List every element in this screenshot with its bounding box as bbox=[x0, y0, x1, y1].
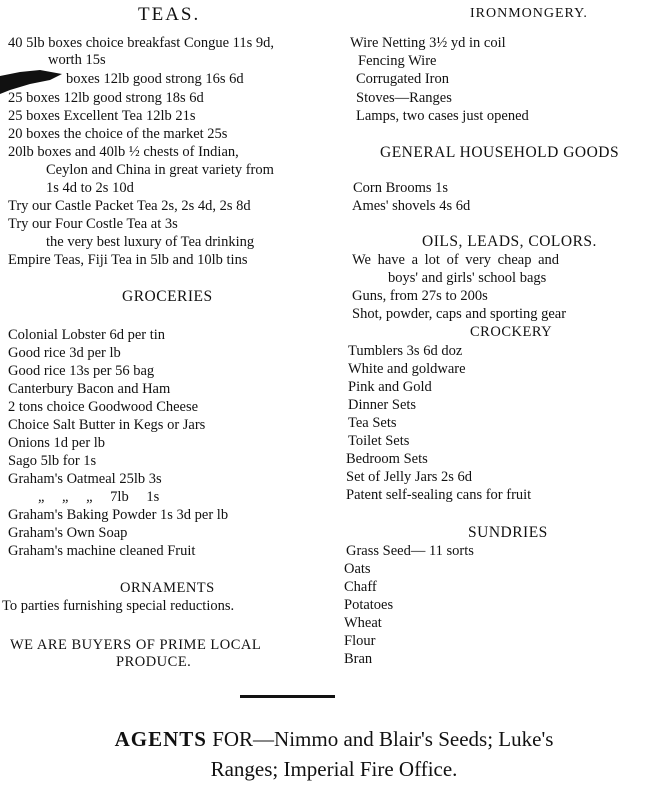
grocery-item: Sago 5lb for 1s bbox=[8, 453, 97, 469]
tea-item: Ceylon and China in great variety from bbox=[46, 162, 274, 178]
tea-item: 1s 4d to 2s 10d bbox=[46, 180, 134, 196]
crockery-item: White and goldware bbox=[348, 361, 466, 377]
grocery-item: Good rice 3d per lb bbox=[8, 345, 121, 361]
agents-text: FOR—Nimmo and Blair's Seeds; Luke's bbox=[206, 727, 554, 751]
right-column bbox=[344, 34, 668, 674]
crockery-item: Toilet Sets bbox=[348, 433, 410, 449]
ironmongery-item: Wire Netting 3½ yd in coil bbox=[350, 35, 506, 51]
crockery-item: Tea Sets bbox=[348, 415, 397, 431]
tea-item: 40 5lb boxes choice breakfast Congue 11s 9d, bbox=[8, 35, 275, 51]
sundries-item: Wheat bbox=[344, 615, 382, 631]
sundries-item: Flour bbox=[344, 633, 376, 649]
grocery-item: Choice Salt Butter in Kegs or Jars bbox=[8, 417, 206, 433]
ornaments-heading: ORNAMENTS bbox=[120, 580, 215, 596]
grocery-item: Onions 1d per lb bbox=[8, 435, 106, 451]
tea-item: 20 boxes the choice of the market 25s bbox=[8, 126, 228, 142]
crockery-item: Tumblers 3s 6d doz bbox=[348, 343, 463, 359]
oils-heading: OILS, LEADS, COLORS. bbox=[422, 233, 597, 250]
sundries-item: Grass Seed— 11 sorts bbox=[346, 543, 474, 559]
sundries-item: Oats bbox=[344, 561, 371, 577]
grocery-item: Graham's Own Soap bbox=[8, 525, 128, 541]
buyers-line-2: PRODUCE. bbox=[116, 654, 192, 670]
grocery-item: Graham's Baking Powder 1s 3d per lb bbox=[8, 507, 229, 523]
tea-item: boxes 12lb good strong 16s 6d bbox=[66, 71, 244, 87]
crockery-item: Dinner Sets bbox=[348, 397, 417, 413]
crockery-item: Set of Jelly Jars 2s 6d bbox=[346, 469, 473, 485]
crockery-item: Pink and Gold bbox=[348, 379, 432, 395]
ironmongery-item: Fencing Wire bbox=[358, 53, 437, 69]
tea-item: worth 15s bbox=[48, 52, 106, 68]
buyers-line-1: WE ARE BUYERS OF PRIME LOCAL bbox=[10, 637, 262, 653]
grocery-item: 2 tons choice Goodwood Cheese bbox=[8, 399, 199, 415]
groceries-heading: GROCERIES bbox=[122, 288, 213, 305]
grocery-item: Graham's Oatmeal 25lb 3s bbox=[8, 471, 162, 487]
tea-item: Empire Teas, Fiji Tea in 5lb and 10lb tins bbox=[8, 252, 248, 268]
ornaments-text: To parties furnishing special reductions. bbox=[2, 598, 235, 614]
ironmongery-item: Corrugated Iron bbox=[356, 71, 450, 87]
tea-item: Try our Castle Packet Tea 2s, 2s 4d, 2s 8d bbox=[8, 198, 251, 214]
sundries-heading: SUNDRIES bbox=[468, 524, 548, 541]
household-heading: GENERAL HOUSEHOLD GOODS bbox=[380, 144, 620, 161]
crockery-item: Patent self-sealing cans for fruit bbox=[346, 487, 532, 503]
crockery-heading: CROCKERY bbox=[470, 324, 553, 340]
teas-heading: TEAS. bbox=[138, 4, 201, 25]
grocery-item: Good rice 13s per 56 bag bbox=[8, 363, 155, 379]
tea-item: Try our Four Costle Tea at 3s bbox=[8, 216, 178, 232]
oils-item: Shot, powder, caps and sporting gear bbox=[352, 306, 567, 322]
oils-item: Guns, from 27s to 200s bbox=[352, 288, 488, 304]
sundries-item: Bran bbox=[344, 651, 373, 667]
oils-item: boys' and girls' school bags bbox=[388, 270, 547, 286]
footer-line-1 bbox=[0, 724, 668, 754]
tea-item: 25 boxes 12lb good strong 18s 6d bbox=[8, 90, 204, 106]
crockery-item: Bedroom Sets bbox=[346, 451, 428, 467]
grocery-item: Colonial Lobster 6d per tin bbox=[8, 327, 166, 343]
ironmongery-heading: IRONMONGERY. bbox=[470, 6, 588, 21]
grocery-item: „ „ „ 7lb 1s bbox=[38, 489, 160, 505]
oils-item: We have a lot of very cheap and bbox=[352, 252, 560, 268]
household-item: Corn Brooms 1s bbox=[353, 180, 449, 196]
sundries-item: Chaff bbox=[344, 579, 377, 595]
agents-label: AGENTS bbox=[114, 727, 207, 751]
ironmongery-item: Stoves—Ranges bbox=[356, 90, 452, 106]
left-column bbox=[2, 34, 353, 674]
sundries-item: Potatoes bbox=[344, 597, 394, 613]
grocery-item: Graham's machine cleaned Fruit bbox=[8, 543, 196, 559]
tea-item: 25 boxes Excellent Tea 12lb 21s bbox=[8, 108, 196, 124]
household-item: Ames' shovels 4s 6d bbox=[352, 198, 471, 214]
divider-rule bbox=[240, 695, 335, 698]
footer-line-2: Ranges; Imperial Fire Office. bbox=[210, 757, 458, 781]
tea-item: the very best luxury of Tea drinking bbox=[46, 234, 255, 250]
tea-item: 20lb boxes and 40lb ½ chests of Indian, bbox=[8, 144, 239, 160]
grocery-item: Canterbury Bacon and Ham bbox=[8, 381, 171, 397]
ironmongery-item: Lamps, two cases just opened bbox=[356, 108, 529, 124]
